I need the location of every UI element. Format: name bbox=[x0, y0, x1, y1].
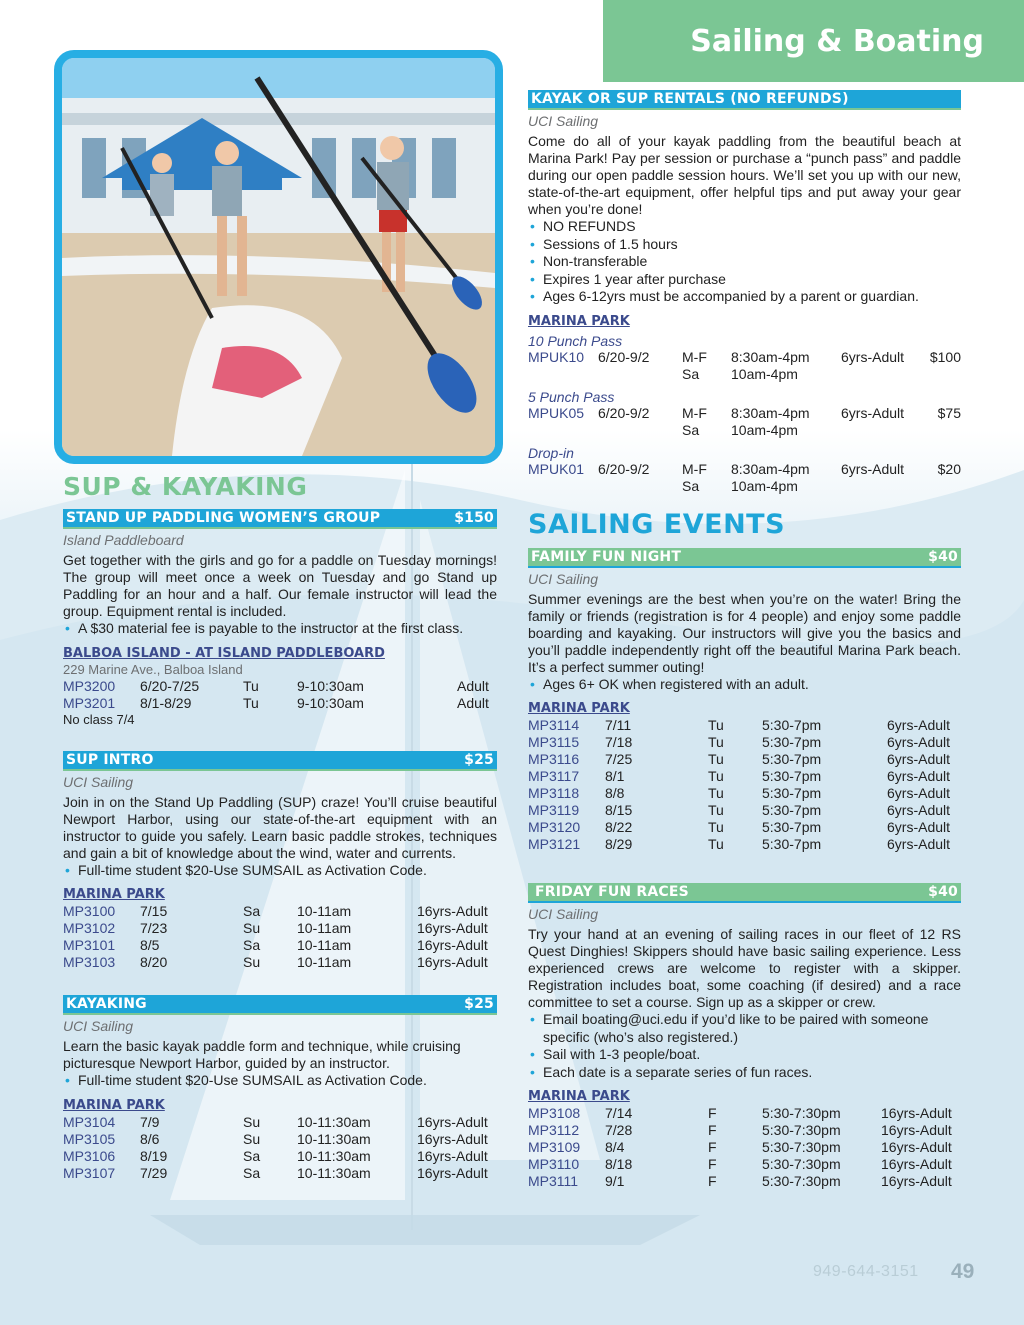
session-day: Tu bbox=[708, 751, 724, 767]
pass-day: Sa bbox=[682, 477, 700, 494]
table-row[interactable] bbox=[528, 802, 961, 819]
course-provider: Island Paddleboard bbox=[63, 532, 184, 548]
session-day: Tu bbox=[708, 734, 724, 750]
session-day: Tu bbox=[708, 836, 724, 852]
event-header-bar bbox=[528, 883, 961, 903]
session-day: Sa bbox=[243, 903, 261, 919]
session-day: Su bbox=[243, 954, 261, 970]
course-price: $25 bbox=[464, 996, 494, 1012]
location-link[interactable]: MARINA PARK bbox=[528, 701, 630, 716]
session-dates: 7/11 bbox=[605, 717, 632, 733]
session-dates: 7/18 bbox=[605, 734, 633, 750]
location-address: 229 Marine Ave., Balboa Island bbox=[63, 661, 243, 677]
rental-name: KAYAK OR SUP RENTALS (NO REFUNDS) bbox=[531, 91, 849, 107]
session-dates: 8/1 bbox=[605, 768, 625, 784]
pass-option bbox=[528, 333, 961, 383]
location-link[interactable]: MARINA PARK bbox=[63, 887, 165, 902]
pass-day: Sa bbox=[682, 421, 700, 438]
session-age: 6yrs-Adult bbox=[887, 819, 951, 835]
course-code: MP3115 bbox=[528, 734, 580, 750]
location-link[interactable]: MARINA PARK bbox=[63, 1097, 165, 1113]
location-link[interactable]: MARINA PARK bbox=[528, 313, 630, 329]
pass-age: 6yrs-Adult bbox=[841, 404, 905, 421]
course-name: STAND UP PADDLING WOMEN’S GROUP bbox=[66, 510, 381, 526]
table-row[interactable] bbox=[528, 349, 961, 366]
session-time: 5:30-7:30pm bbox=[762, 1105, 841, 1121]
course-name: SUP INTRO bbox=[66, 751, 154, 768]
course-price: $150 bbox=[454, 510, 494, 526]
session-table bbox=[63, 678, 497, 712]
pass-price: $20 bbox=[937, 460, 961, 477]
session-day: Tu bbox=[708, 802, 724, 818]
session-age: 16yrs-Adult bbox=[881, 1173, 952, 1189]
table-row[interactable] bbox=[528, 734, 961, 751]
course-code: MP3201 bbox=[63, 694, 116, 711]
course-provider: UCI Sailing bbox=[63, 1018, 134, 1034]
table-row bbox=[528, 422, 961, 439]
session-dates: 7/23 bbox=[140, 920, 168, 936]
event-name: FAMILY FUN NIGHT bbox=[531, 548, 682, 565]
pass-time: 8:30am-4pm bbox=[731, 348, 810, 365]
table-row[interactable] bbox=[63, 678, 497, 695]
course-bullets bbox=[63, 620, 497, 638]
bullet-item: • Sail with 1-3 people/boat. bbox=[528, 1046, 961, 1064]
session-time: 5:30-7pm bbox=[762, 717, 822, 733]
session-age: 16yrs-Adult bbox=[881, 1105, 952, 1121]
table-row[interactable] bbox=[63, 1131, 497, 1148]
table-row[interactable] bbox=[528, 1156, 961, 1173]
session-day: F bbox=[708, 1139, 717, 1155]
session-time: 5:30-7pm bbox=[762, 802, 822, 818]
table-row[interactable] bbox=[63, 954, 497, 971]
course-bullets bbox=[63, 862, 497, 880]
course-code: MP3120 bbox=[528, 819, 581, 835]
table-row[interactable] bbox=[63, 1148, 497, 1165]
section-banner: Sailing & Boating bbox=[603, 0, 1024, 82]
course-kayaking bbox=[63, 995, 497, 1182]
bullet-item: • NO REFUNDS bbox=[528, 218, 961, 236]
session-dates: 8/4 bbox=[605, 1139, 625, 1155]
course-code: MP3107 bbox=[63, 1164, 116, 1181]
session-age: 6yrs-Adult bbox=[887, 802, 951, 818]
session-age: 16yrs-Adult bbox=[881, 1122, 952, 1138]
event-description: Summer evenings are the best when you’re on the water! Bring the family or friends (registration is for 4 people) and enjoy some paddle boarding and kayaking. Our instructors will give you the basics and you’ll paddle independently right off the beautiful Marina Park beach. It’s a perfect summer outing! bbox=[528, 590, 961, 675]
event-bullets bbox=[528, 1011, 961, 1081]
table-row[interactable] bbox=[528, 461, 961, 478]
session-dates: 8/22 bbox=[605, 819, 633, 835]
table-row[interactable] bbox=[63, 695, 497, 712]
session-age: 16yrs-Adult bbox=[417, 920, 488, 936]
session-dates: 7/14 bbox=[605, 1105, 633, 1121]
session-dates: 7/29 bbox=[140, 1164, 168, 1181]
table-row[interactable] bbox=[528, 1105, 961, 1122]
pass-dates: 6/20-9/2 bbox=[598, 348, 650, 365]
session-age: 16yrs-Adult bbox=[881, 1139, 952, 1155]
session-age: 16yrs-Adult bbox=[417, 1113, 488, 1130]
session-time: 5:30-7pm bbox=[762, 836, 822, 852]
session-time: 9-10:30am bbox=[297, 694, 364, 711]
pass-dates: 6/20-9/2 bbox=[598, 460, 650, 477]
session-day: Su bbox=[243, 1130, 261, 1147]
table-row[interactable] bbox=[63, 903, 497, 920]
session-age: Adult bbox=[457, 694, 489, 711]
session-table bbox=[63, 1114, 497, 1182]
event-name: FRIDAY FUN RACES bbox=[535, 884, 689, 900]
session-time: 10-11:30am bbox=[297, 1164, 371, 1181]
course-note: No class 7/4 bbox=[63, 711, 135, 727]
session-day: Tu bbox=[243, 694, 259, 711]
session-time: 10-11am bbox=[297, 903, 352, 919]
session-time: 10-11:30am bbox=[297, 1113, 371, 1130]
pass-age: 6yrs-Adult bbox=[841, 348, 905, 365]
event-price: $40 bbox=[928, 548, 958, 565]
course-code: MP3110 bbox=[528, 1156, 580, 1172]
course-description: Learn the basic kayak paddle form and technique, while cruising picturesque Newport Harbor, guided by an instructor. bbox=[63, 1038, 461, 1071]
session-day: Tu bbox=[708, 785, 724, 801]
session-time: 5:30-7pm bbox=[762, 785, 822, 801]
session-time: 10-11:30am bbox=[297, 1147, 371, 1164]
course-code: MP3121 bbox=[528, 836, 581, 852]
pass-rows bbox=[528, 349, 961, 383]
session-age: 6yrs-Adult bbox=[887, 768, 951, 784]
course-code: MP3119 bbox=[528, 802, 580, 818]
course-code: MPUK05 bbox=[528, 404, 585, 421]
session-dates: 8/18 bbox=[605, 1156, 633, 1172]
course-code: MP3112 bbox=[528, 1122, 580, 1138]
left-column bbox=[63, 472, 497, 1206]
course-price: $25 bbox=[464, 751, 494, 768]
rental-description: Come do all of your kayak paddling from the beautiful beach at Marina Park! Pay per session or purchase a “punch pass” and paddle during our open paddle session hours. We’ll set you up with our new, state-of-the-art equipment, offer helpful tips and put away your gear when you’re done! bbox=[528, 133, 961, 217]
session-age: 16yrs-Adult bbox=[417, 1164, 488, 1181]
session-day: Tu bbox=[708, 819, 724, 835]
session-dates: 8/6 bbox=[140, 1130, 160, 1147]
session-day: Tu bbox=[708, 717, 724, 733]
course-code: MP3200 bbox=[63, 677, 116, 694]
course-sup-intro bbox=[63, 751, 497, 972]
sailing-events-title: SAILING EVENTS bbox=[528, 508, 786, 540]
event-family-fun-night bbox=[528, 548, 961, 854]
session-table bbox=[528, 717, 961, 853]
session-age: 6yrs-Adult bbox=[887, 836, 951, 852]
session-dates: 8/5 bbox=[140, 937, 160, 953]
course-code: MP3109 bbox=[528, 1139, 581, 1155]
session-day: F bbox=[708, 1105, 717, 1121]
rental-provider: UCI Sailing bbox=[528, 113, 599, 129]
session-age: 6yrs-Adult bbox=[887, 785, 951, 801]
course-provider: UCI Sailing bbox=[63, 773, 134, 790]
bullet-item: • Expires 1 year after purchase bbox=[528, 271, 961, 289]
session-dates: 7/25 bbox=[605, 751, 633, 767]
course-code: MP3116 bbox=[528, 751, 580, 767]
session-time: 5:30-7pm bbox=[762, 751, 822, 767]
table-row[interactable] bbox=[528, 1139, 961, 1156]
course-code: MP3114 bbox=[528, 717, 580, 733]
session-age: 16yrs-Adult bbox=[417, 937, 488, 953]
course-header-bar bbox=[63, 509, 497, 529]
session-day: Tu bbox=[243, 677, 259, 694]
session-time: 5:30-7pm bbox=[762, 768, 822, 784]
bullet-item: • Ages 6-12yrs must be accompanied by a parent or guardian. bbox=[528, 288, 961, 306]
session-day: F bbox=[708, 1156, 717, 1172]
pass-time: 8:30am-4pm bbox=[731, 404, 810, 421]
location-link[interactable]: MARINA PARK bbox=[528, 1089, 630, 1104]
table-row[interactable] bbox=[63, 1165, 497, 1182]
session-time: 10-11:30am bbox=[297, 1130, 371, 1147]
session-age: Adult bbox=[457, 677, 489, 694]
pass-label: 10 Punch Pass bbox=[528, 332, 623, 349]
hero-photo bbox=[54, 50, 503, 464]
course-header-bar bbox=[63, 751, 497, 771]
rental-header-bar bbox=[528, 90, 961, 110]
pass-price: $100 bbox=[929, 348, 961, 365]
table-row[interactable] bbox=[528, 1173, 961, 1190]
table-row[interactable] bbox=[528, 836, 961, 853]
event-friday-fun-races bbox=[528, 883, 961, 1190]
table-row bbox=[528, 366, 961, 383]
event-bullets bbox=[528, 676, 961, 694]
session-age: 16yrs-Adult bbox=[881, 1156, 952, 1172]
table-row[interactable] bbox=[528, 751, 961, 768]
bullet-item: • Non-transferable bbox=[528, 253, 961, 271]
session-dates: 7/28 bbox=[605, 1122, 633, 1138]
session-table bbox=[63, 903, 497, 971]
session-dates: 8/20 bbox=[140, 954, 168, 970]
table-row[interactable] bbox=[528, 717, 961, 734]
course-code: MP3117 bbox=[528, 768, 580, 784]
paddleboard-photo-illustration bbox=[62, 58, 495, 456]
bullet-item: • Full-time student $20-Use SUMSAIL as Activation Code. bbox=[63, 862, 497, 880]
session-time: 10-11am bbox=[297, 954, 352, 970]
pass-time: 8:30am-4pm bbox=[731, 460, 810, 477]
rental-section bbox=[528, 90, 961, 495]
session-dates: 6/20-7/25 bbox=[140, 677, 200, 694]
pass-option bbox=[528, 445, 961, 495]
pass-day: M-F bbox=[682, 404, 707, 421]
page-number: 49 bbox=[951, 1260, 975, 1283]
pass-option bbox=[528, 389, 961, 439]
pass-age: 6yrs-Adult bbox=[841, 460, 905, 477]
table-row[interactable] bbox=[528, 1122, 961, 1139]
session-time: 5:30-7:30pm bbox=[762, 1156, 841, 1172]
course-description: Join in on the Stand Up Paddling (SUP) craze! You’ll cruise beautiful Newport Harbor, using our state-of-the-art equipment with an instructor to guide you safely. Learn basic paddle strokes, techniques and gain a bit of knowledge about the wind, water and currents. bbox=[63, 793, 497, 861]
session-time: 5:30-7pm bbox=[762, 734, 822, 750]
session-day: Su bbox=[243, 920, 261, 936]
location-link[interactable]: BALBOA ISLAND - AT ISLAND PADDLEBOARD bbox=[63, 645, 385, 661]
course-code: MP3102 bbox=[63, 920, 116, 936]
footer-phone: 949-644-3151 bbox=[813, 1263, 919, 1280]
session-dates: 8/15 bbox=[605, 802, 633, 818]
event-provider: UCI Sailing bbox=[528, 906, 599, 922]
session-table bbox=[528, 1105, 961, 1190]
course-women-group bbox=[63, 509, 497, 727]
course-name: KAYAKING bbox=[66, 996, 147, 1012]
bullet-item: • Ages 6+ OK when registered with an adult. bbox=[528, 676, 961, 694]
table-row[interactable] bbox=[528, 405, 961, 422]
session-day: Sa bbox=[243, 937, 261, 953]
table-row[interactable] bbox=[528, 819, 961, 836]
session-time: 5:30-7:30pm bbox=[762, 1122, 841, 1138]
pass-time: 10am-4pm bbox=[731, 421, 798, 438]
event-description: Try your hand at an evening of sailing races in our fleet of 12 RS Quest Dinghies! Skippers should have basic sailing experience. Less experienced crews are welcome to register with a skipper. Registration includes boat, some coaching (if desired) and a race committee to set a course. Sign up as a skipper or crew. bbox=[528, 926, 961, 1010]
course-code: MPUK01 bbox=[528, 460, 585, 477]
session-time: 5:30-7:30pm bbox=[762, 1139, 841, 1155]
session-day: Sa bbox=[243, 1147, 261, 1164]
session-age: 16yrs-Adult bbox=[417, 954, 488, 970]
table-row[interactable] bbox=[528, 785, 961, 802]
event-provider: UCI Sailing bbox=[528, 570, 599, 587]
course-code: MP3104 bbox=[63, 1113, 116, 1130]
bullet-item: • Email boating@uci.edu if you’d like to be paired with someone specific (who’s also registered.) bbox=[528, 1011, 961, 1046]
pass-day: M-F bbox=[682, 348, 707, 365]
session-day: Tu bbox=[708, 768, 724, 784]
session-age: 16yrs-Adult bbox=[417, 1130, 488, 1147]
pass-rows bbox=[528, 405, 961, 439]
session-dates: 8/8 bbox=[605, 785, 625, 801]
right-column bbox=[528, 90, 961, 1190]
bullet-item: • Each date is a separate series of fun races. bbox=[528, 1064, 961, 1082]
event-header-bar bbox=[528, 548, 961, 568]
session-day: Sa bbox=[243, 1164, 261, 1181]
pass-dates: 6/20-9/2 bbox=[598, 404, 650, 421]
session-age: 6yrs-Adult bbox=[887, 734, 951, 750]
course-code: MP3103 bbox=[63, 954, 116, 970]
session-dates: 8/19 bbox=[140, 1147, 168, 1164]
pass-label: Drop-in bbox=[528, 444, 574, 461]
course-code: MP3118 bbox=[528, 785, 580, 801]
session-dates: 8/1-8/29 bbox=[140, 694, 192, 711]
table-row bbox=[528, 478, 961, 495]
session-dates: 9/1 bbox=[605, 1173, 625, 1189]
session-age: 16yrs-Adult bbox=[417, 903, 488, 919]
session-day: Su bbox=[243, 1113, 261, 1130]
pass-time: 10am-4pm bbox=[731, 477, 798, 494]
pass-time: 10am-4pm bbox=[731, 365, 798, 382]
pass-label: 5 Punch Pass bbox=[528, 388, 615, 405]
session-dates: 7/9 bbox=[140, 1113, 160, 1130]
pass-day: Sa bbox=[682, 365, 700, 382]
course-bullets bbox=[63, 1072, 497, 1090]
course-code: MP3108 bbox=[528, 1105, 581, 1121]
table-row[interactable] bbox=[528, 768, 961, 785]
session-dates: 8/29 bbox=[605, 836, 633, 852]
bullet-item: • Sessions of 1.5 hours bbox=[528, 236, 961, 254]
pass-day: M-F bbox=[682, 460, 707, 477]
session-age: 6yrs-Adult bbox=[887, 717, 951, 733]
table-row[interactable] bbox=[63, 937, 497, 954]
pass-rows bbox=[528, 461, 961, 495]
session-dates: 7/15 bbox=[140, 903, 168, 919]
session-time: 10-11am bbox=[297, 937, 352, 953]
session-time: 9-10:30am bbox=[297, 677, 364, 694]
session-time: 10-11am bbox=[297, 920, 352, 936]
course-code: MPUK10 bbox=[528, 348, 585, 365]
session-age: 6yrs-Adult bbox=[887, 751, 951, 767]
course-code: MP3111 bbox=[528, 1173, 579, 1189]
event-price: $40 bbox=[928, 884, 958, 900]
bullet-item: • A $30 material fee is payable to the instructor at the first class. bbox=[63, 620, 497, 638]
course-header-bar bbox=[63, 995, 497, 1015]
table-row[interactable] bbox=[63, 920, 497, 937]
bullet-item: • Full-time student $20-Use SUMSAIL as Activation Code. bbox=[63, 1072, 497, 1090]
session-time: 5:30-7:30pm bbox=[762, 1173, 841, 1189]
session-day: F bbox=[708, 1173, 717, 1189]
session-day: F bbox=[708, 1122, 717, 1138]
course-code: MP3100 bbox=[63, 903, 116, 919]
course-code: MP3105 bbox=[63, 1130, 116, 1147]
table-row[interactable] bbox=[63, 1114, 497, 1131]
session-age: 16yrs-Adult bbox=[417, 1147, 488, 1164]
sup-kayaking-title: SUP & KAYAKING bbox=[63, 472, 308, 501]
course-code: MP3101 bbox=[63, 937, 116, 953]
course-description: Get together with the girls and go for a paddle on Tuesday mornings! The group will meet once a week on Tuesday and go Stand up Paddling for an hour and a half. Our female instructor will lead the group. Equipment rental is included. bbox=[63, 552, 497, 619]
pass-price: $75 bbox=[937, 404, 961, 421]
rental-bullets bbox=[528, 218, 961, 306]
session-time: 5:30-7pm bbox=[762, 819, 822, 835]
course-code: MP3106 bbox=[63, 1147, 116, 1164]
